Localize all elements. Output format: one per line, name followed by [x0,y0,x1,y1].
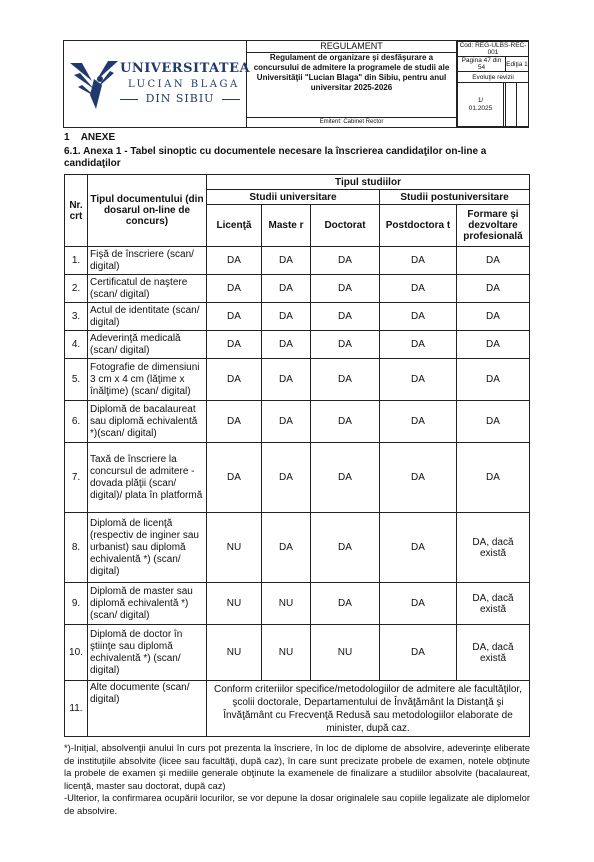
annex-title: 6.1. Anexa 1 - Tabel sinoptic cu documentele necesare la înscrierea candidaţilor on-line a candidaţilor [64,146,487,169]
document-type: Adeverinţă medicală (scan/ digital) [88,331,207,359]
table-row [65,513,530,583]
column-header-formare: Formare şi dezvoltare profesională [457,205,530,247]
value-cell: DA [380,443,457,513]
value-cell: DA [380,625,457,681]
logo-rule-right [222,99,240,100]
document-type: Fotografie de dimensiuni 3 cm x 4 cm (lăţime x înălţime) (scan/ digital) [88,359,207,401]
value-cell: DA [207,275,262,303]
row-number: 6. [65,401,88,443]
value-cell: DA [311,275,380,303]
revision-cell: 1/ 01.2025 [458,83,504,127]
table-row [65,625,530,681]
table-row [65,443,530,513]
logo-line-2: LUCIAN BLAGA [128,79,240,90]
table-row [65,331,530,359]
footnote [64,742,530,818]
value-cell: DA [380,583,457,625]
document-type: Diplomă de bacalaureat sau diplomă echivalentă *)(scan/ digital) [88,401,207,443]
regulation-info [247,41,457,127]
value-cell: DA [207,247,262,275]
value-cell: DA [457,331,530,359]
table-row [65,401,530,443]
value-cell: DA [457,275,530,303]
column-header-document: Tipul documentului (din dosarul on-line de concurs) [88,175,207,247]
value-cell: DA [380,275,457,303]
value-cell: DA [311,359,380,401]
value-cell: DA, dacă există [457,513,530,583]
value-cell: DA [262,247,311,275]
value-cell: DA, dacă există [457,583,530,625]
value-cell: DA [262,401,311,443]
regulation-title: REGULAMENT [247,41,456,53]
logo-line-3: DIN SIBIU [120,92,240,105]
value-cell: DA [311,331,380,359]
column-header-nr: Nr. crt [65,175,88,247]
value-cell: DA [457,247,530,275]
value-cell: DA [380,513,457,583]
document-type: Alte documente (scan/ digital) [88,681,207,737]
table-row [65,583,530,625]
table-row [65,275,530,303]
row-number: 11. [65,681,88,737]
value-cell: DA [380,359,457,401]
value-cell: DA [207,359,262,401]
value-cell: DA [311,513,380,583]
table-row [65,303,530,331]
table-row [65,359,530,401]
value-cell: DA [457,401,530,443]
value-cell: DA [380,247,457,275]
control-table [457,41,529,127]
edition-label: Ediţia 1 [505,57,528,72]
value-cell: DA [311,443,380,513]
other-documents-note: Conform criteriilor specifice/metodologiilor de admitere ale facultăţilor, şcolii doctorale, Departamentului de Învăţământ la Distanţă şi Învăţământ cu Frecvenţă Redusă sau metodologiilor elaborate de minister, după caz. [207,681,530,737]
table-row [65,247,530,275]
value-cell: DA [262,513,311,583]
value-cell: DA [380,401,457,443]
group-header-university: Studii universitare [207,190,380,205]
value-cell: DA [262,359,311,401]
column-header-doctorat: Doctorat [311,205,380,247]
group-header-postuniversity: Studii postuniversitare [380,190,530,205]
value-cell: NU [262,583,311,625]
value-cell: DA [262,303,311,331]
row-number: 4. [65,331,88,359]
document-type: Diplomă de licenţă (respectiv de inginer sau urbanist) sau diplomă echivalentă *) (scan/ digital) [88,513,207,583]
row-number: 5. [65,359,88,401]
document-type: Fişă de înscriere (scan/ digital) [88,247,207,275]
column-header-master: Maste r [262,205,311,247]
page-number: Pagina 47 din 54 [458,57,506,72]
row-number: 8. [65,513,88,583]
value-cell: DA [311,303,380,331]
column-header-licenta: Licenţă [207,205,262,247]
value-cell: NU [207,583,262,625]
value-cell: DA, dacă există [457,625,530,681]
document-type: Diplomă de master sau diplomă echivalentă *) (scan/ digital) [88,583,207,625]
value-cell: DA [457,359,530,401]
value-cell: NU [207,513,262,583]
value-cell: DA [380,303,457,331]
document-header [63,40,529,128]
row-number: 9. [65,583,88,625]
document-control-box [457,41,529,127]
value-cell: DA [457,443,530,513]
revision-cell [505,83,517,127]
section-heading: 1 ANEXE [64,132,116,143]
value-cell: DA [207,331,262,359]
row-number: 1. [65,247,88,275]
table-row [65,681,530,737]
column-header-postdoctorat: Postdoctora t [380,205,457,247]
issuer-label: Emitent: Cabinet Rector [247,117,456,128]
value-cell: NU [207,625,262,681]
value-cell: DA [457,303,530,331]
document-type: Diplomă de doctor în ştiinţe sau diplomă echivalentă *) (scan/ digital) [88,625,207,681]
university-logo [64,41,251,127]
footnote-paragraph-1: *)-Iniţial, absolvenţii anului în curs pot prezenta la înscriere, în loc de diplome de absolvire, adeverinţe eliberate de instituţiile absolvite (licee sau facultăţi, după caz), în care sunt precizate probele de examen, notele obţinute la probele de examen şi mediile generale obţinute la examenele de finalizare a studiilor absolvite (bacalaureat, licenţă, master sau doctorat, după caz) [64,742,530,791]
row-number: 10. [65,625,88,681]
value-cell: NU [262,625,311,681]
document-type: Actul de identitate (scan/ digital) [88,303,207,331]
document-code: Cod: REG-ULBS-REC-001 [458,42,529,57]
regulation-description: Regulament de organizare şi desfăşurare a concursului de admitere la programele de studii ale Universităţii "Lucian Blaga" din Sibiu, pentru anul universitar 2025-2026 [253,53,450,92]
revision-cell [517,83,529,127]
logo-line-1: UNIVERSITATEA [120,61,251,76]
eagle-emblem-icon [68,55,120,111]
row-number: 2. [65,275,88,303]
value-cell: DA [311,401,380,443]
footnote-paragraph-2: -Ulterior, la confirmarea ocupării locurilor, se vor depune la dosar originalele sau copiile legalizate ale diplomelor de absolvire. [64,792,530,816]
value-cell: NU [311,625,380,681]
documents-table [64,174,530,737]
row-number: 3. [65,303,88,331]
value-cell: DA [262,443,311,513]
group-header-study-type: Tipul studiilor [207,175,530,190]
value-cell: DA [207,303,262,331]
row-number: 7. [65,443,88,513]
value-cell: DA [207,443,262,513]
value-cell: DA [262,331,311,359]
document-type: Certificatul de naştere (scan/ digital) [88,275,207,303]
value-cell: DA [262,275,311,303]
value-cell: DA [311,583,380,625]
value-cell: DA [311,247,380,275]
value-cell: DA [380,331,457,359]
revisions-label: Evoluţie revizii [458,72,529,83]
value-cell: DA [207,401,262,443]
document-type: Taxă de înscriere la concursul de admitere - dovada plăţii (scan/ digital)/ plata în platformă [88,443,207,513]
